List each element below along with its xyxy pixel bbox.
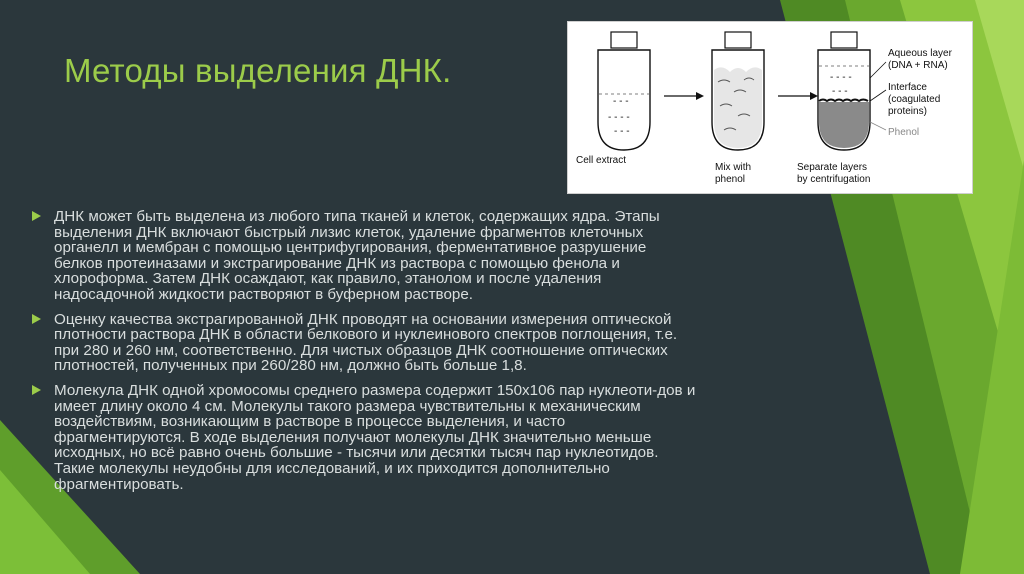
line: Молекула ДНК одной хромосомы среднего размера содержит 150х106 пар нуклеоти-дов и [54,381,696,399]
line: исходных, но всё равно очень большие - тысячи или десятки тысяч пар нуклеотидов. [54,444,659,462]
tube-separate-layers [818,32,870,150]
tube-mix-with-phenol [712,32,764,150]
arrow-icon [778,92,818,100]
bullet-dna-isolation [32,209,832,303]
line: белков протеиназами и экстрагирование ДНК из раствора с помощью фенола и [54,254,620,272]
line: ДНК может быть выделена из любого типа тканей и клеток, содержащих ядра. Этапы [54,208,660,225]
line: воздействиям, возникающим в растворе в процессе выделения, и часто [54,413,566,431]
line: Такие молекулы неудобны для исследований, и их приходится дополнительно [54,459,610,477]
callout-aqueous-layer: Aqueous layer (DNA + RNA) [888,48,952,71]
line: Оценку качества экстрагированной ДНК проводят на основании измерения оптической [54,310,672,328]
line: фрагментируются. В ходе выделения получают молекулы ДНК значительно меньше [54,428,652,446]
bullet-chromosome-molecule [32,383,832,492]
callout-interface: Interface (coagulated proteins) [888,82,941,117]
bullet-arrow-icon [32,211,41,221]
line: плотностей, полученных при 260/280 нм, должно быть больше 1,8. [54,357,527,375]
line: имеет длину около 4 см. Молекулы такого размера чувствительны к механическим [54,397,641,415]
bullet-arrow-icon [32,314,41,324]
line: фрагментировать. [54,475,184,493]
tube-label-cell-extract: Cell extract [576,155,627,166]
tube-label-mix-with-phenol: Mix with phenol [715,162,752,185]
bullet-arrow-icon [32,385,41,395]
svg-text:- - -: - - - [614,126,630,137]
line: плотности раствора ДНК в области белкового и нуклеинового спектров поглощения, т.е. [54,326,678,344]
callout-phenol: Phenol [888,127,920,138]
svg-text:- - - -: - - - - [608,112,630,123]
tube-cell-extract [598,32,650,150]
arrow-icon [664,92,704,100]
bullet-list [32,209,832,501]
tube-label-separate-layers: Separate layers by centrifugation [797,162,871,185]
line: выделения ДНК включают быстрый лизис клеток, удаление фрагментов клеточных [54,223,644,241]
line: органелл и мембран с помощью центрифугирования, ферментативное разрушение [54,239,647,257]
svg-text:- - - -: - - - - [830,72,852,83]
svg-text:- - -: - - - [832,86,848,97]
line: хлороформа. Затем ДНК осаждают, как правило, этанолом и после удаления [54,270,602,288]
line: надосадочной жидкости растворяют в буферном растворе. [54,285,474,303]
phenol-extraction-diagram [567,21,973,194]
bullet-quality-assessment [32,312,832,374]
svg-text:- - -: - - - [613,96,629,107]
slide-title: Методы выделения ДНК. [64,52,452,89]
line: при 280 и 260 нм, соответственно. Для чистых образцов ДНК соотношение оптических [54,341,668,359]
